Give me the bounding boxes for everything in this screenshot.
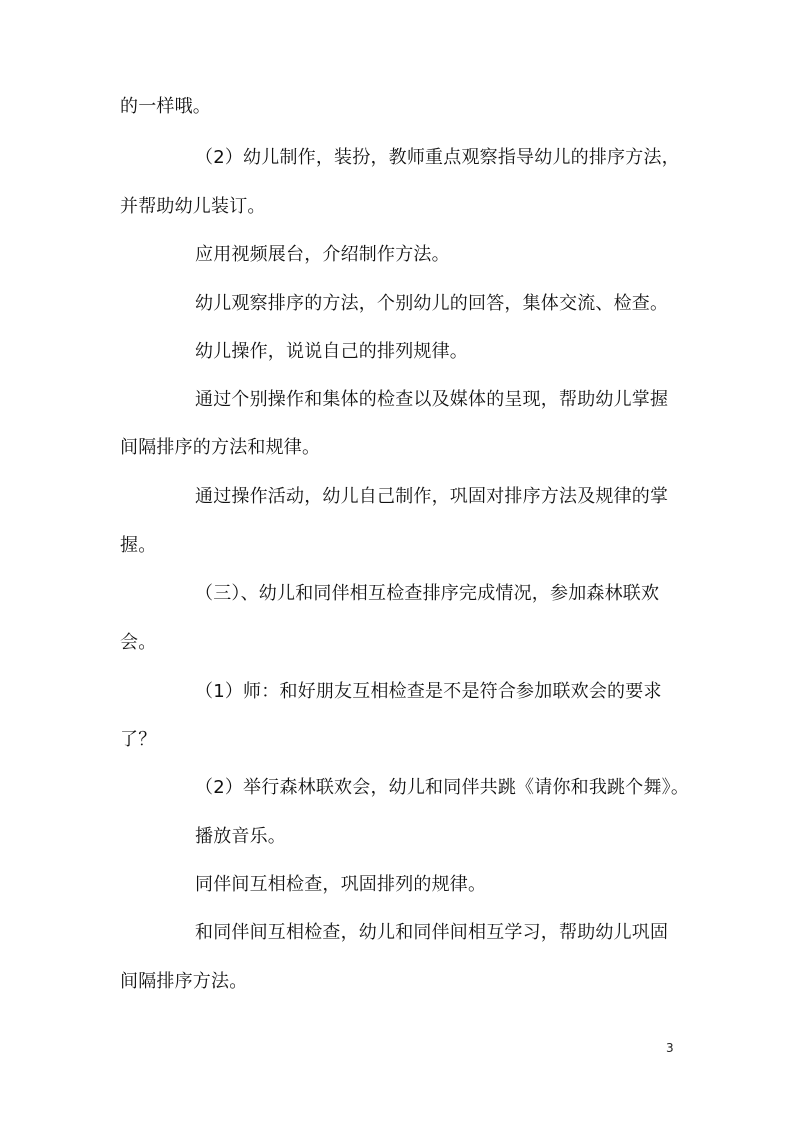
text-line: 了？ [120,729,157,750]
text-line: 通过个别操作和集体的检查以及媒体的呈现，帮助幼儿掌握 [195,389,669,410]
text-line: （2）幼儿制作，装扮，教师重点观察指导幼儿的排序方法， [195,147,680,168]
text-line: （三）、幼儿和同伴相互检查排序完成情况，参加森林联欢 [195,583,660,604]
text-line: 间隔排序的方法和规律。 [120,437,321,458]
text-line: 握。 [120,535,157,556]
text-line: 应用视频展台，介绍制作方法。 [195,244,450,265]
text-line: 同伴间互相检查，巩固排列的规律。 [195,874,487,895]
text-line: 播放音乐。 [195,826,286,847]
text-line: （1）师：和好朋友互相检查是不是符合参加联欢会的要求 [195,681,662,702]
text-line: 会。 [120,632,157,653]
text-line: （2）举行森林联欢会，幼儿和同伴共跳《请你和我跳个舞》。 [195,777,690,798]
text-line: 幼儿观察排序的方法，个别幼儿的回答，集体交流、检查。 [195,293,669,314]
text-line: 并帮助幼儿装订。 [120,196,266,217]
text-line: 间隔排序方法。 [120,971,248,992]
text-line: 通过操作活动，幼儿自己制作，巩固对排序方法及规律的掌 [195,486,669,507]
text-line: 的一样哦。 [120,96,211,117]
page-number: 3 [666,1041,674,1055]
text-line: 幼儿操作，说说自己的排列规律。 [195,341,468,362]
text-line: 和同伴间互相检查，幼儿和同伴间相互学习，帮助幼儿巩固 [195,922,669,943]
